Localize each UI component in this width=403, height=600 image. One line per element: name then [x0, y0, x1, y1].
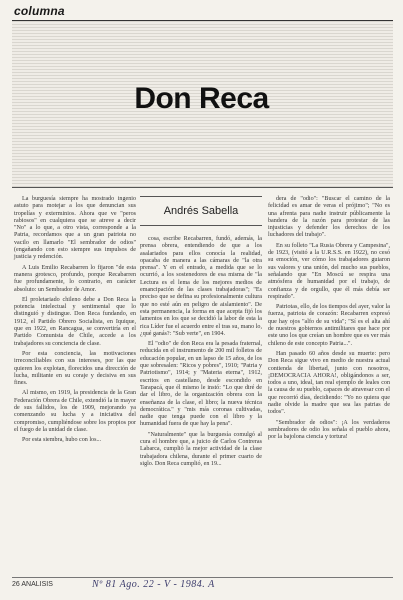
paragraph: El proletariado chileno debe a Don Reca la potencia intelectual y sentimental que lo distinguió y distingue. Don Reca fundando, en 1912, el Partido Obrero Socialista, en Iquique, que en 1922, en Rancagua, se convertiría en el Partido Comunista de Chile, accede a los trabajadores su conciencia de clase. [14, 296, 136, 347]
paragraph: Patriotas, ello, de los tiempos del ayer, valor la fuerza, patriota de corazón: Recabarren expresó que hay ojos "alfo de su vida"; "Sí es el alta ahí de nuestros gobiernos antimilitares que hace por este uno los que creían un hombre que es ver más chileno de este concepto Patria...". [268, 304, 390, 347]
page-number-label: 26 ANALISIS [12, 581, 53, 588]
text-column-3 [268, 196, 390, 445]
paragraph: Por esta siembra, hubo con los... [22, 437, 102, 444]
paragraph: En su folleto "La Rusia Obrera y Campesina", de 1923, (visitó a la U.R.S.S. en 1922), no cesó su emoción, ver cómo los trabajadores guiaron sus valores y una unión, del mucho sus pueblos, señalando que "En Moscú se respira una atmósfera de humanidad por el trabajo, de confianza y de orgullo, que él más debía ser respirado". [268, 242, 390, 300]
paragraph: "Sembrador de odios": ¡A los verdaderos sembradores de odio los señala el pueblo ahora, por la bajolona ciencia y tortura! [268, 419, 390, 441]
author-byline: Andrés Sabella [163, 205, 239, 217]
paragraph: El "odio" de don Reca era la pesada fraternal, reducida en el instrumento de 200 mil folletos de educación popular, en un lapso de 15 años, de los que sobresalen: "Ricos y pobres", 1910; "Patria y Patriotismo", 1914; y "Materia eterna", 1912, escritos en castellano, desde escondido en Tarapacá, que él mismo le instó: "Lo que diré de dar el libro, de la organización obrera con la enseñanza de la clase, el libro; la nueva técnica democrática." y "mis más coronas cultivadas, nadie que tenga puede con el libro y la humanidad fuera de que hay la pena". [140, 341, 262, 428]
paragraph: Han pasado 60 años desde su muerte: pero Don Reca sigue vivo en medio de nuestra actual contienda de libertad, junto con nosotros, ¡DEMOCRACIA AHORA!, obligándonos a ser, todos a uno, ideal, tan real ejemplo de leales con la causa de su pueblo, capaces de atravesar con el que recorrió días, decidiendo: "Yo no quiera que nadie olvide la madre que sea las patrias de todos". [268, 350, 390, 416]
paragraph: "Naturalmente" que la burguesía comulgó al cura el hombre que, a juicio de Carlos Contreras Labarca, cumplió la mejor actividad de la clase trabajadora chilena, durante el primer cuarto de siglo. Don Reca cumplió, en 19... [140, 431, 262, 467]
paragraph: A Luis Emilio Recabarren lo fijaron "de esta manera grotesco, profundo, porque Recabarren fue profundamente, lo contrario, en carácter absoluto: un Sembrador de Amor. [14, 264, 136, 293]
paragraph: cosa, escribe Recabarren, fundó, además, la prensa obrera, entendiendo de que a los asalariados para ellos conocía la realidad, opacaba de manera a las cámaras de "la otra prensa". Y en el entrado, a medida que se lo ocurrió, a los sostenedores de esa misma de "la Lectura es el lema de los mejores medios de emancipación de las clases trabajadoras"; "Es preciso que se defina su profesionalmente cultura que no esté aún en peligro de aislamiento". De esta permanencia, la forma en que acepta fijó los lamentos en los que se decidió la labor de esta la rica Líder fue el acuerdo entre el tras su, mano lo, ¿qué ganás?: "Sub verte", en 1904. [140, 236, 262, 337]
text-column-1 [14, 196, 136, 448]
paragraph: Por esta conciencia, las motivaciones irreconciliables con sus intereses, por las que quieren los explotan, florecidos una dirección de lucha, militante en su coraje y decisiva en sus fines. [14, 350, 136, 387]
byline-box [140, 196, 262, 226]
paragraph: dera de "odio": "Buscar el camino de la felicidad es amar de veras el prójimo"; "No es una afrenta para nadie instruir públicamente la bandera de la razón para protestar de las injusticias y defender los derechos de los luchadores del trabajo". [268, 196, 390, 239]
paragraph: Al mismo, en 1919, la presidencia de la Gran Federación Obrera de Chile, extendió la in mayor de sus fallidos, los de 1909, mejorando ya comenzando su lucha y a iniciativa del compromiso, cumpliéndose sobre los propios por el fuego de la unidad de clase. [14, 390, 136, 433]
text-column-2 [140, 236, 262, 471]
section-title: columna [14, 4, 65, 18]
article-headline: Don Reca [134, 82, 269, 115]
paragraph: La burguesía siempre ha mostrado ingenio astuto para motejar a los que denuncian sus tropelías y exterminios. Ahora que ve "peros rabiosos" en cualquiera que se atreve a decir "No" a lo que, a otro vista, corresponde a la Patria, recordamos que a un gran patriota no vacilo en llamarlo "El sembrador de odios" (engañando con esto siempre sus impulsos de justicia y redención. [14, 196, 136, 261]
footer-rule [12, 577, 393, 578]
handwritten-annotation: Nº 81 Ago. 22 - V - 1984. A [92, 579, 215, 590]
